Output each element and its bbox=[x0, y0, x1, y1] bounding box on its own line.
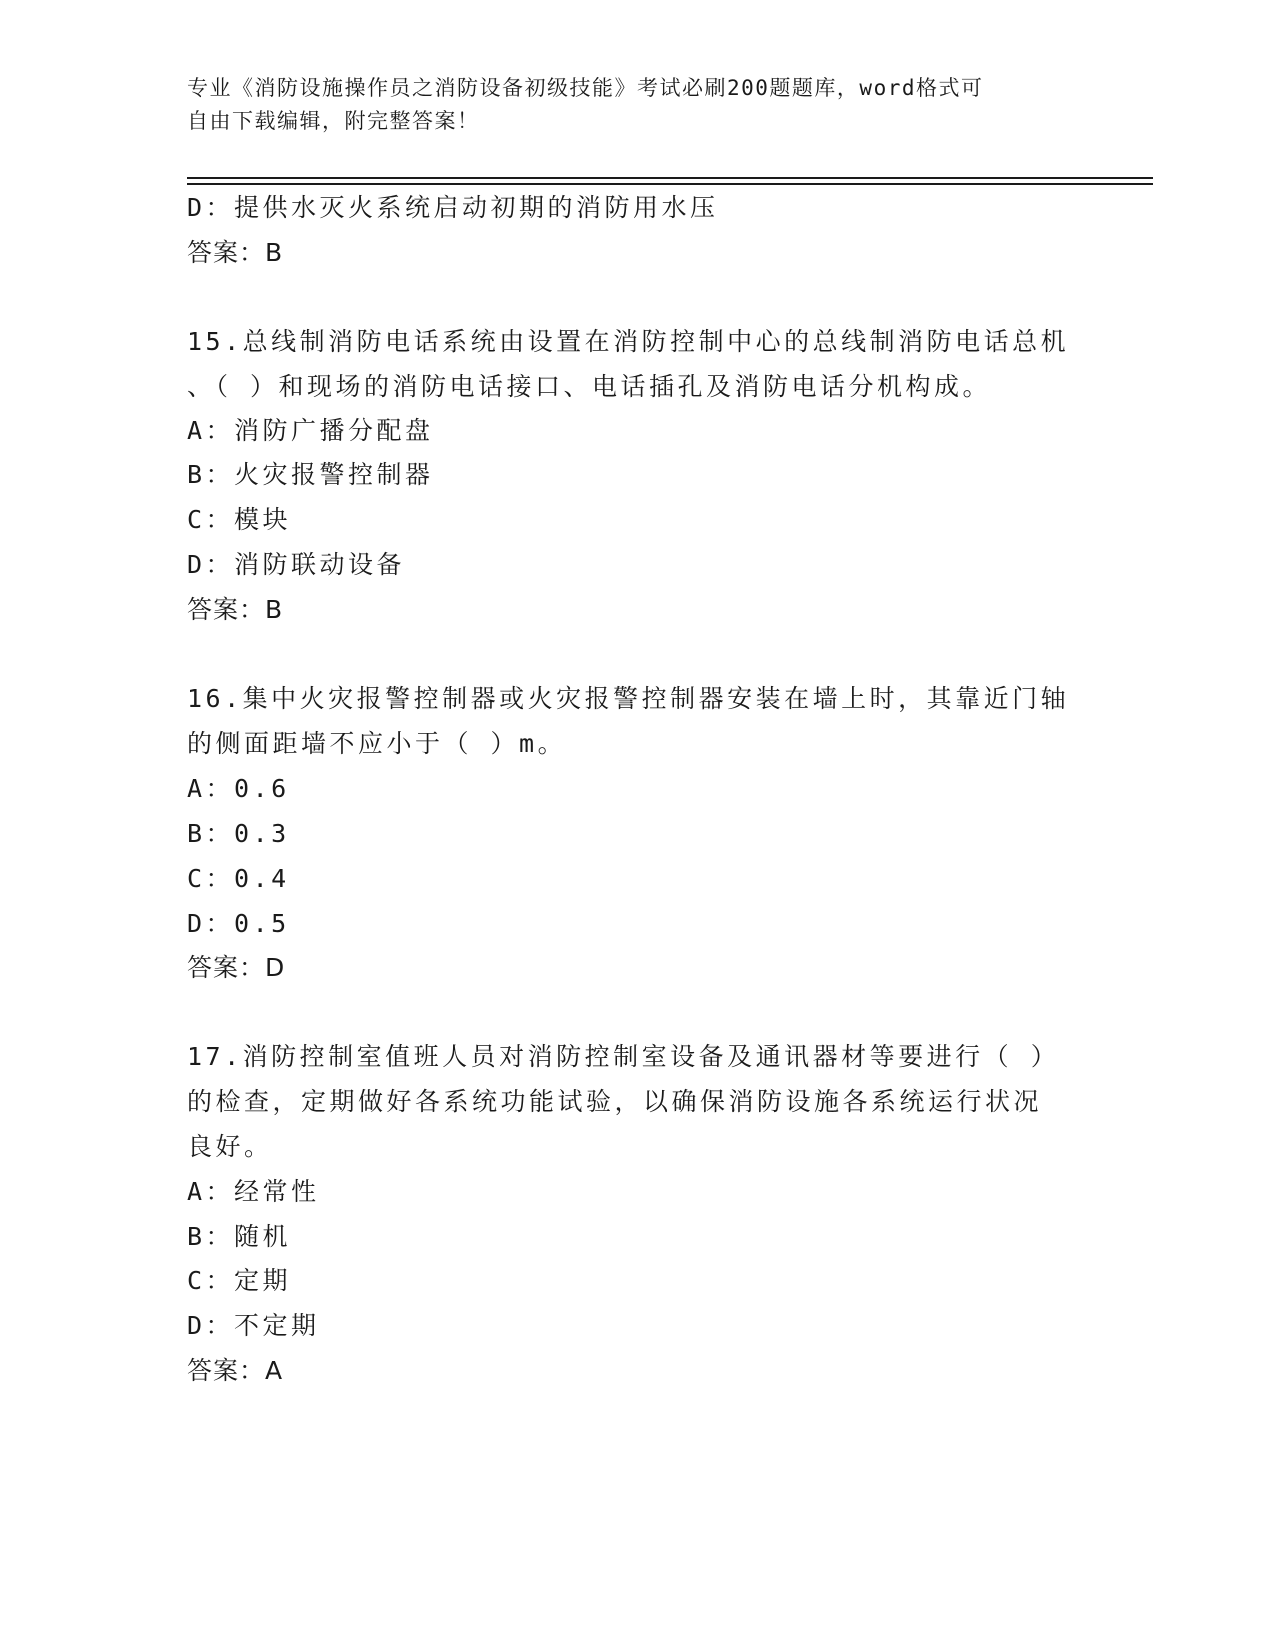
q15-answer: 答案：B bbox=[187, 595, 284, 624]
q15-stem-line-2: 、（ ）和现场的消防电话接口、电话插孔及消防电话分机构成。 bbox=[187, 372, 992, 401]
q17-stem-line-3: 良好。 bbox=[187, 1132, 273, 1161]
q15-option-b: B：火灾报警控制器 bbox=[187, 460, 434, 489]
q16-option-a: A：0.6 bbox=[187, 774, 290, 803]
q16-stem-line-1: 16.集中火灾报警控制器或火灾报警控制器安装在墙上时，其靠近门轴 bbox=[187, 684, 1070, 713]
q16-answer: 答案：D bbox=[187, 953, 286, 982]
q15-option-a: A：消防广播分配盘 bbox=[187, 416, 434, 445]
header-rule-bottom bbox=[187, 183, 1153, 185]
q17-stem-line-2: 的检查，定期做好各系统功能试验，以确保消防设施各系统运行状况 bbox=[187, 1087, 1043, 1116]
q17-answer: 答案：A bbox=[187, 1356, 284, 1385]
q17-option-d: D：不定期 bbox=[187, 1311, 320, 1340]
q16-option-b: B：0.3 bbox=[187, 819, 290, 848]
q17-option-b: B：随机 bbox=[187, 1222, 292, 1251]
q15-stem-line-1: 15.总线制消防电话系统由设置在消防控制中心的总线制消防电话总机 bbox=[187, 327, 1070, 356]
q16-stem-line-2: 的侧面距墙不应小于（ ）m。 bbox=[187, 729, 567, 758]
q17-stem-line-1: 17.消防控制室值班人员对消防控制室设备及通讯器材等要进行（ ） bbox=[187, 1042, 1060, 1071]
prev-option-d: D：提供水灭火系统启动初期的消防用水压 bbox=[187, 193, 719, 222]
q16-option-d: D：0.5 bbox=[187, 909, 290, 938]
header-rule-top bbox=[187, 177, 1153, 179]
q17-option-c: C：定期 bbox=[187, 1266, 292, 1295]
q15-option-c: C：模块 bbox=[187, 505, 292, 534]
q15-option-d: D：消防联动设备 bbox=[187, 550, 406, 579]
prev-answer: 答案：B bbox=[187, 238, 284, 267]
header-line-1: 专业《消防设施操作员之消防设备初级技能》考试必刷200题题库，word格式可 bbox=[187, 76, 984, 100]
header-line-2: 自由下载编辑，附完整答案！ bbox=[187, 109, 480, 133]
q17-option-a: A：经常性 bbox=[187, 1177, 320, 1206]
q16-option-c: C：0.4 bbox=[187, 864, 290, 893]
document-header bbox=[187, 72, 1067, 138]
